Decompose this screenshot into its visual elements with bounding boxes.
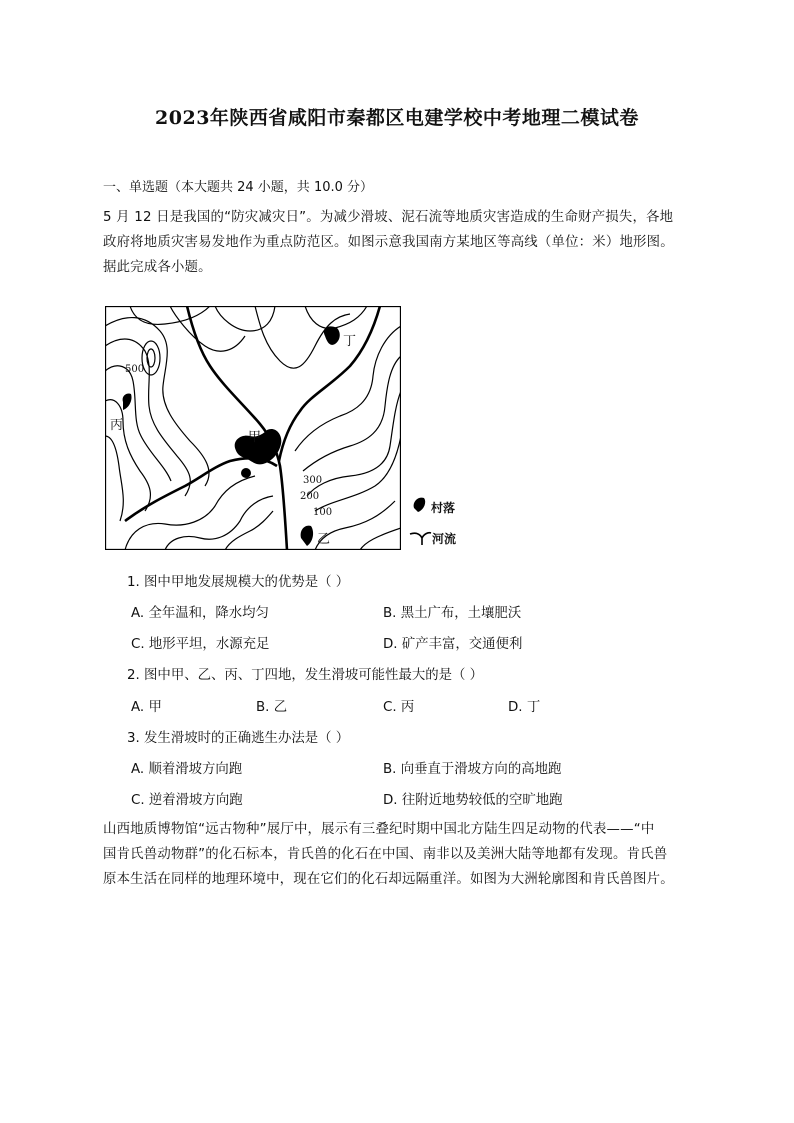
contour-label-300: 300 (303, 475, 323, 486)
outro-paragraph (103, 817, 693, 892)
village-legend-icon (410, 494, 428, 514)
outro-line-3: 原本生活在同样的地理环境中，现在它们的化石却远隔重洋。如图为大洲轮廓图和肯氏兽图片。 (103, 872, 674, 887)
intro-line-1: 5 月 12 日是我国的“防灾减灾日”。为减少滑坡、泥石流等地质灾害造成的生命财产损失，各地 (103, 210, 674, 225)
contour-label-200: 200 (300, 491, 320, 502)
contour-label-100: 100 (313, 507, 333, 518)
label-yi: 乙 (317, 532, 331, 547)
legend-village-label: 村落 (431, 501, 456, 515)
exam-title: 2023年陕西省咸阳市秦都区电建学校中考地理二模试卷 (155, 107, 639, 129)
intro-paragraph (103, 205, 693, 280)
question-2-option-b: B. 乙 (256, 700, 288, 715)
question-3-stem: 3. 发生滑坡时的正确逃生办法是（ ） (127, 731, 350, 746)
outro-line-2: 国肯氏兽动物群”的化石标本，肯氏兽的化石在中国、南非以及美洲大陆等地都有发现。肯氏兽 (103, 847, 668, 862)
question-1-option-c: C. 地形平坦，水源充足 (131, 637, 270, 652)
contour-map (105, 306, 401, 550)
question-3-option-d: D. 往附近地势较低的空旷地跑 (383, 793, 563, 808)
question-3-option-c: C. 逆着滑坡方向跑 (131, 793, 243, 808)
question-3-option-b: B. 向垂直于滑坡方向的高地跑 (383, 762, 562, 777)
legend-river-label: 河流 (432, 532, 457, 546)
question-1-option-d: D. 矿产丰富，交通便利 (383, 637, 523, 652)
question-1-option-b: B. 黑土广布，土壤肥沃 (383, 606, 522, 621)
label-jia: 甲 (248, 430, 262, 445)
question-2-option-a: A. 甲 (131, 700, 162, 715)
outro-line-1: 山西地质博物馆“远古物种”展厅中，展示有三叠纪时期中国北方陆生四足动物的代表——“中 (103, 822, 655, 837)
section-heading: 一、单选题（本大题共 24 小题，共 10.0 分） (103, 180, 374, 195)
question-1-stem: 1. 图中甲地发展规模大的优势是（ ） (127, 575, 350, 590)
question-2-option-d: D. 丁 (508, 700, 541, 715)
label-bing: 丙 (110, 418, 124, 433)
intro-line-2: 政府将地质灾害易发地作为重点防范区。如图示意我国南方某地区等高线（单位：米）地形图。 (103, 235, 674, 250)
question-2-option-c: C. 丙 (383, 700, 415, 715)
label-ding: 丁 (343, 334, 357, 349)
question-1-option-a: A. 全年温和，降水均匀 (131, 606, 269, 621)
contour-label-500: 500 (125, 364, 145, 375)
river-legend-icon (408, 528, 432, 546)
intro-line-3: 据此完成各小题。 (103, 260, 212, 275)
question-2-stem: 2. 图中甲、乙、丙、丁四地，发生滑坡可能性最大的是（ ） (127, 668, 484, 683)
question-3-option-a: A. 顺着滑坡方向跑 (131, 762, 243, 777)
